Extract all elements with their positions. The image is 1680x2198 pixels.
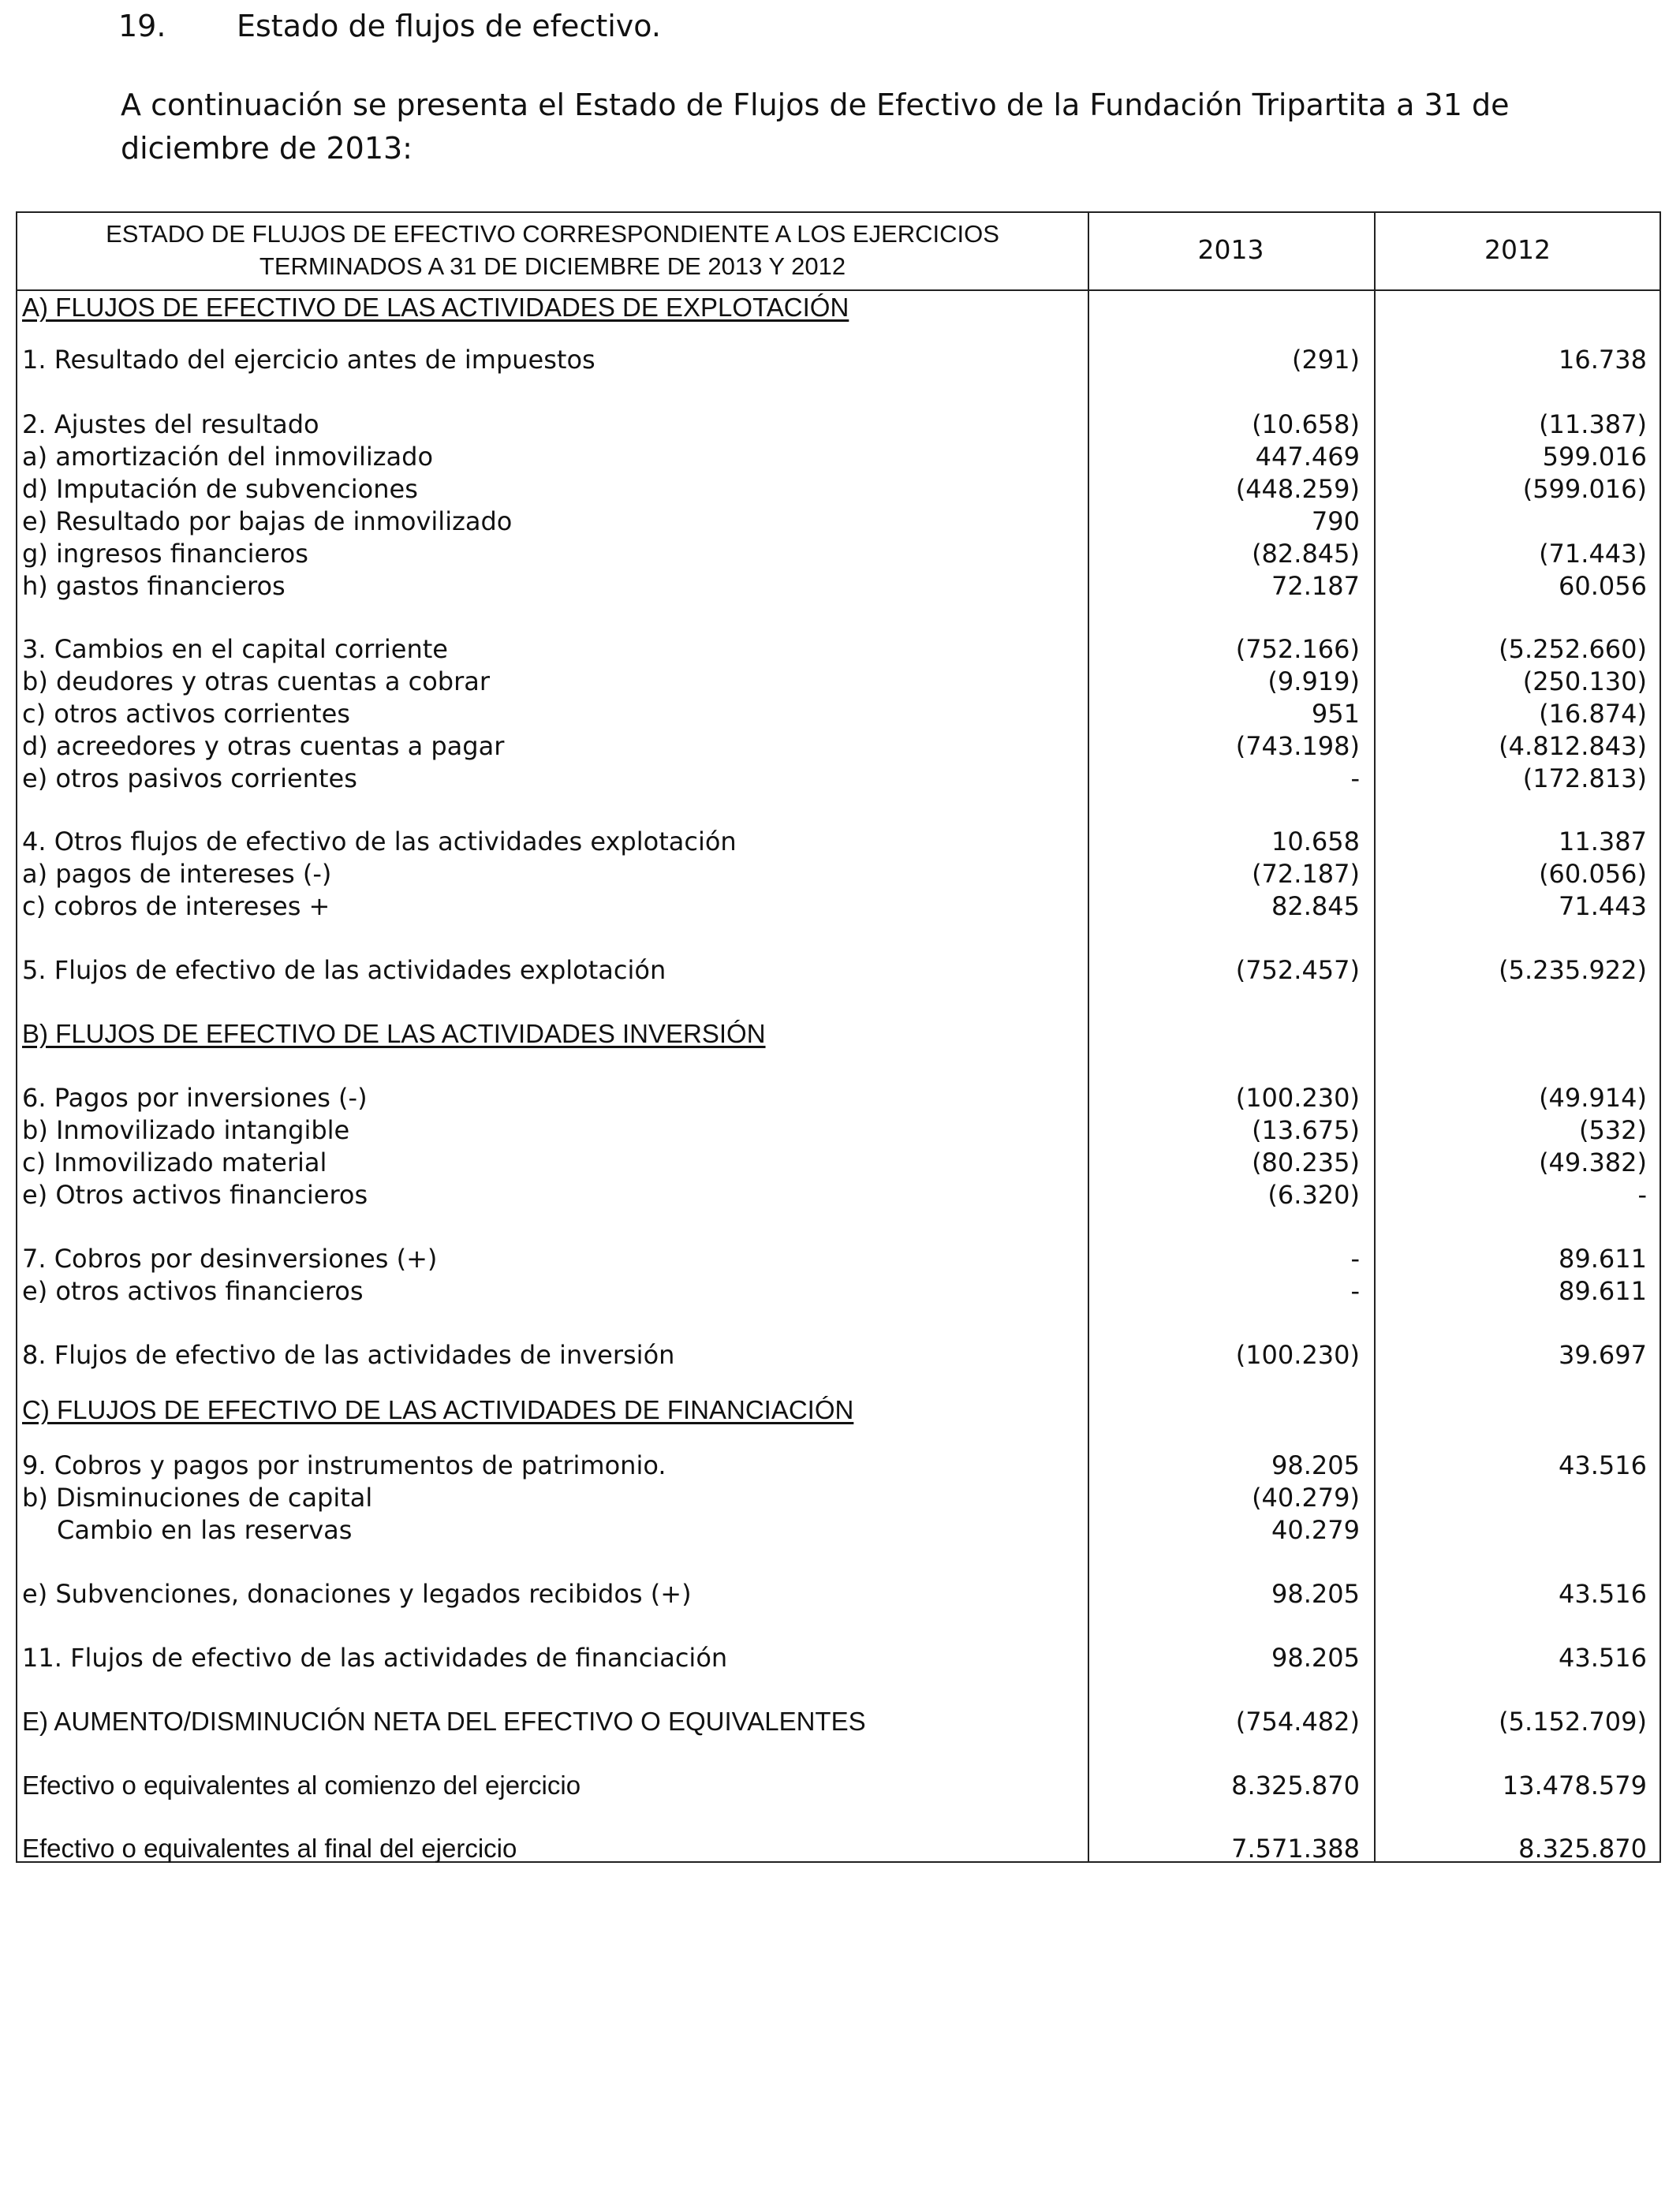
value-2012: (172.813) [1522, 763, 1647, 793]
table-row [17, 1114, 1661, 1146]
row-label: d) acreedores y otras cuentas a pagar [22, 731, 505, 761]
value-2012: (5.252.660) [1499, 634, 1647, 664]
value-2012: 89.611 [1559, 1276, 1647, 1306]
row-label: g) ingresos financieros [22, 539, 308, 569]
row-label: Cambio en las reservas [57, 1515, 353, 1545]
row-label: 5. Flujos de efectivo de las actividades explotación [22, 955, 666, 985]
row-label: B) FLUJOS DE EFECTIVO DE LAS ACTIVIDADES INVERSIÓN [22, 1019, 766, 1048]
value-2012: 71.443 [1559, 891, 1647, 921]
value-2012: 43.516 [1559, 1450, 1647, 1480]
table-row [17, 473, 1661, 505]
table-row [17, 633, 1661, 665]
intro-paragraph: A continuación se presenta el Estado de Flujos de Efectivo de la Fundación Tripartita a 31 de diciembre de 2013: [121, 88, 1510, 166]
value-2013: 98.205 [1271, 1579, 1360, 1609]
row-label: c) cobros de intereses + [22, 891, 330, 921]
table-row [17, 826, 1661, 857]
value-2013: (752.166) [1235, 634, 1360, 664]
row-label: h) gastos financieros [22, 571, 286, 601]
row-label: 8. Flujos de efectivo de las actividades de inversión [22, 1340, 675, 1370]
table-row [17, 1082, 1661, 1114]
row-label: 3. Cambios en el capital corriente [22, 634, 448, 664]
table-row [17, 409, 1661, 440]
table-row [17, 763, 1661, 794]
value-2013: (743.198) [1235, 731, 1360, 761]
value-2012: (5.235.922) [1499, 955, 1647, 985]
row-label: d) Imputación de subvenciones [22, 474, 418, 504]
header-divider [17, 289, 1659, 291]
row-label: Efectivo o equivalentes al final del ejercicio [22, 1834, 517, 1863]
section-b-header [17, 1018, 1661, 1050]
value-2013: 447.469 [1255, 442, 1360, 472]
table-row [17, 441, 1661, 472]
column-header-2012: 2012 [1484, 234, 1551, 265]
table-row [17, 1243, 1661, 1274]
value-2012: 39.697 [1559, 1340, 1647, 1370]
row-label: 6. Pagos por inversiones (-) [22, 1083, 368, 1113]
row-label: b) deudores y otras cuentas a cobrar [22, 666, 490, 696]
value-2013: (291) [1291, 345, 1360, 375]
column-header-2013: 2013 [1197, 234, 1264, 265]
value-2013: (9.919) [1267, 666, 1360, 696]
section-a-header [17, 292, 1661, 323]
table-row [17, 1578, 1661, 1610]
section-number: 19. [118, 9, 166, 43]
value-2012: (250.130) [1522, 666, 1647, 696]
table-row [17, 1642, 1661, 1674]
table-row [17, 506, 1661, 537]
table-row [17, 570, 1661, 602]
value-2013: 82.845 [1271, 891, 1360, 921]
value-2012: (16.874) [1539, 699, 1647, 729]
value-2013: (82.845) [1252, 539, 1360, 569]
value-2013: 98.205 [1271, 1643, 1360, 1673]
value-2012: (4.812.843) [1499, 731, 1647, 761]
value-2012: (49.914) [1539, 1083, 1647, 1113]
table-row [17, 954, 1661, 986]
value-2012: 89.611 [1559, 1244, 1647, 1274]
value-2013: (100.230) [1235, 1340, 1360, 1370]
row-label: 7. Cobros por desinversiones (+) [22, 1244, 438, 1274]
table-row [17, 858, 1661, 890]
value-2012: (5.152.709) [1499, 1707, 1647, 1737]
value-2013: (752.457) [1235, 955, 1360, 985]
value-2013: 72.187 [1271, 571, 1360, 601]
row-label: 9. Cobros y pagos por instrumentos de patrimonio. [22, 1450, 666, 1480]
value-2013: (100.230) [1235, 1083, 1360, 1113]
row-label: 11. Flujos de efectivo de las actividades de financiación [22, 1643, 728, 1673]
row-label: e) otros pasivos corrientes [22, 763, 357, 793]
row-label: e) Resultado por bajas de inmovilizado [22, 506, 513, 536]
row-label: A) FLUJOS DE EFECTIVO DE LAS ACTIVIDADES DE EXPLOTACIÓN [22, 293, 849, 322]
value-2012: (532) [1578, 1115, 1647, 1145]
row-label: Efectivo o equivalentes al comienzo del ejercicio [22, 1771, 581, 1800]
row-label: e) Otros activos financieros [22, 1180, 368, 1210]
table-row [17, 1179, 1661, 1211]
value-2013: 40.279 [1271, 1515, 1360, 1545]
row-label: 4. Otros flujos de efectivo de las actividades explotación [22, 827, 737, 856]
value-2013: (6.320) [1267, 1180, 1360, 1210]
section-c-header [17, 1394, 1661, 1426]
row-label: a) amortización del inmovilizado [22, 442, 434, 472]
row-label: 1. Resultado del ejercicio antes de impuestos [22, 345, 595, 375]
value-2013: 8.325.870 [1231, 1771, 1360, 1801]
value-2012: 16.738 [1559, 345, 1647, 375]
value-2013: (10.658) [1252, 409, 1360, 439]
table-row [17, 1482, 1661, 1513]
value-2013: 10.658 [1271, 827, 1360, 856]
table-row [17, 1339, 1661, 1371]
cash-flow-statement-table [16, 211, 1661, 1863]
table-row [17, 344, 1661, 375]
value-2012: 13.478.579 [1502, 1771, 1647, 1801]
value-2013: (72.187) [1252, 859, 1360, 889]
table-row [17, 1147, 1661, 1178]
row-label: E) AUMENTO/DISMINUCIÓN NETA DEL EFECTIVO O EQUIVALENTES [22, 1707, 866, 1736]
row-label: e) otros activos financieros [22, 1276, 364, 1306]
value-2012: (11.387) [1539, 409, 1647, 439]
closing-cash-row [17, 1833, 1661, 1864]
value-2013: (754.482) [1235, 1707, 1360, 1737]
section-heading [118, 6, 661, 46]
value-2013: 7.571.388 [1231, 1834, 1360, 1864]
value-2012: 8.325.870 [1518, 1834, 1647, 1864]
value-2012: (60.056) [1539, 859, 1647, 889]
row-label: e) Subvenciones, donaciones y legados recibidos (+) [22, 1579, 692, 1609]
section-title: Estado de flujos de efectivo. [237, 9, 661, 43]
table-row [17, 698, 1661, 730]
table-row [17, 730, 1661, 762]
value-2013: - [1350, 1244, 1360, 1274]
net-change-row [17, 1706, 1661, 1737]
row-label: C) FLUJOS DE EFECTIVO DE LAS ACTIVIDADES DE FINANCIACIÓN [22, 1395, 854, 1424]
value-2013: - [1350, 1276, 1360, 1306]
value-2012: 60.056 [1559, 571, 1647, 601]
row-label: b) Inmovilizado intangible [22, 1115, 350, 1145]
value-2012: 43.516 [1559, 1643, 1647, 1673]
row-label: c) otros activos corrientes [22, 699, 350, 729]
value-2012: 43.516 [1559, 1579, 1647, 1609]
value-2012: 11.387 [1559, 827, 1647, 856]
row-label: b) Disminuciones de capital [22, 1483, 373, 1513]
row-label: a) pagos de intereses (-) [22, 859, 332, 889]
value-2013: 790 [1311, 506, 1360, 536]
row-label: 2. Ajustes del resultado [22, 409, 319, 439]
value-2013: (13.675) [1252, 1115, 1360, 1145]
opening-cash-row [17, 1770, 1661, 1801]
value-2013: 98.205 [1271, 1450, 1360, 1480]
value-2012: 599.016 [1542, 442, 1647, 472]
table-row [17, 1275, 1661, 1307]
row-label: c) Inmovilizado material [22, 1148, 327, 1177]
table-title [17, 218, 1088, 282]
value-2013: (40.279) [1252, 1483, 1360, 1513]
table-row [17, 890, 1661, 922]
table-row [17, 1450, 1661, 1481]
table-title-line-2: TERMINADOS A 31 DE DICIEMBRE DE 2013 Y 2012 [259, 252, 846, 280]
value-2012: (71.443) [1539, 539, 1647, 569]
value-2013: (80.235) [1252, 1148, 1360, 1177]
value-2013: - [1350, 763, 1360, 793]
value-2012: - [1637, 1180, 1647, 1210]
table-title-line-1: ESTADO DE FLUJOS DE EFECTIVO CORRESPONDIENTE A LOS EJERCICIOS [106, 220, 999, 248]
table-row [17, 538, 1661, 569]
table-row [17, 1514, 1661, 1546]
value-2012: (49.382) [1539, 1148, 1647, 1177]
value-2013: 951 [1311, 699, 1360, 729]
value-2012: (599.016) [1522, 474, 1647, 504]
value-2013: (448.259) [1235, 474, 1360, 504]
table-row [17, 666, 1661, 697]
